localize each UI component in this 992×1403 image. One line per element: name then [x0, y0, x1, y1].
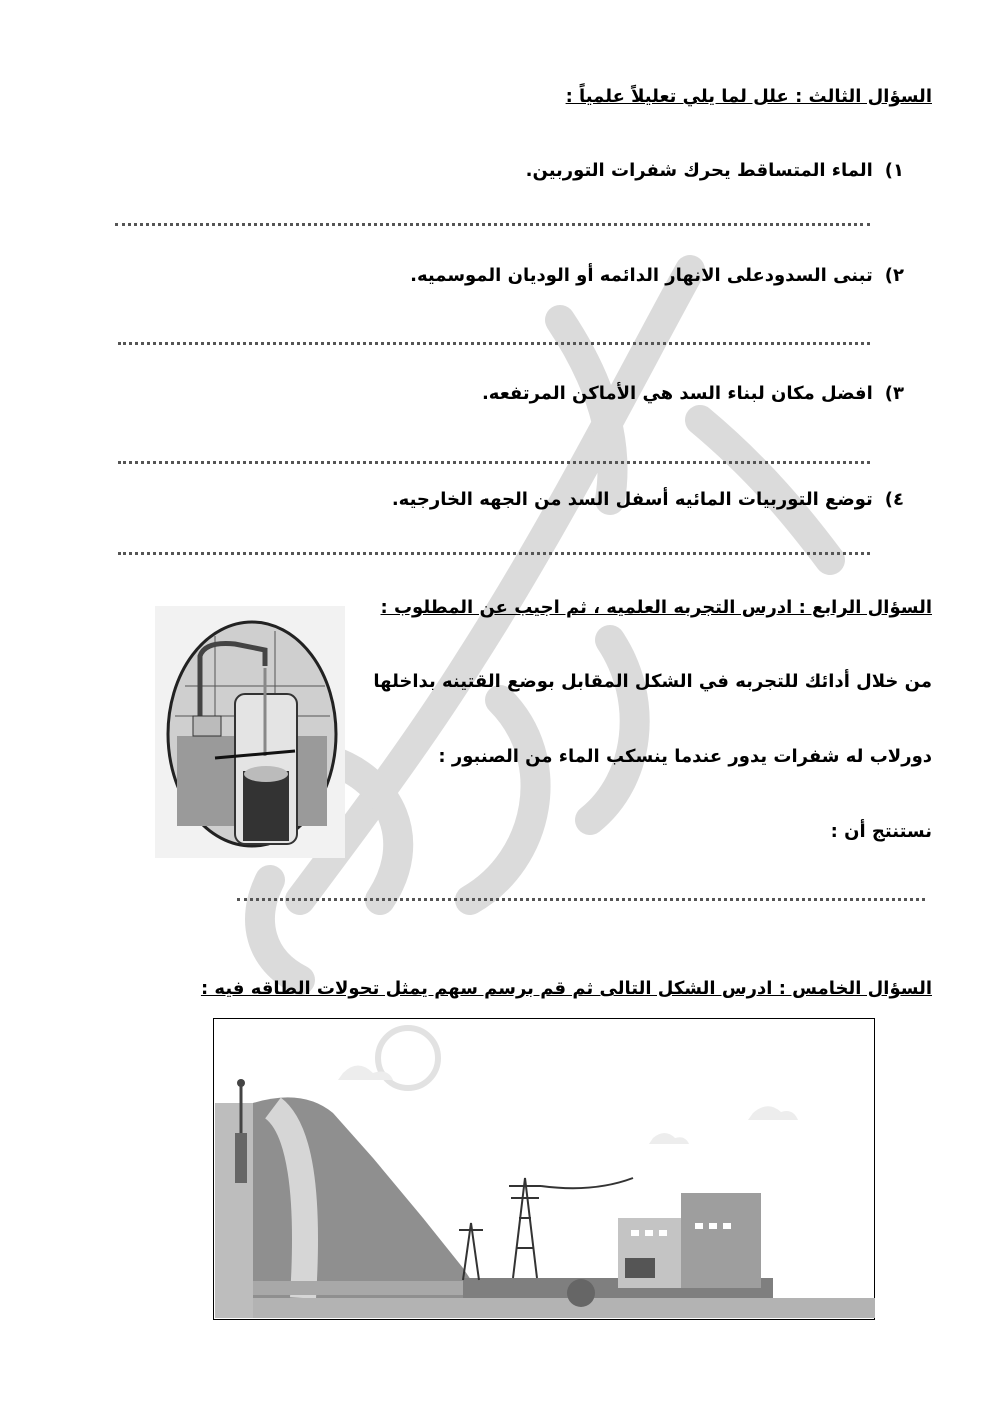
answer-line-3[interactable] [118, 461, 870, 464]
answer-line-5[interactable] [237, 898, 925, 901]
answer-line-1[interactable] [115, 223, 870, 226]
item-number: ٤) [884, 489, 904, 510]
item-number: ٢) [884, 265, 904, 286]
question-3-item-2 [410, 265, 904, 286]
question-3-item-1 [526, 160, 904, 181]
answer-line-4[interactable] [118, 552, 870, 555]
question-3-item-3 [482, 383, 904, 404]
item-text: تبنى السدودعلى الانهار الدائمه أو الوديان الموسميه. [410, 265, 873, 286]
item-text: الماء المتساقط يحرك شفرات التوربين. [525, 160, 873, 181]
item-text: افضل مكان لبناء السد هي الأماكن المرتفعه. [481, 383, 873, 404]
item-number: ١) [884, 160, 904, 181]
item-text: توضع التوربيات المائيه أسفل السد من الجهه الخارجيه. [391, 489, 873, 510]
question-3-item-4 [392, 489, 904, 510]
question-4-heading: السؤال الرابع : ادرس التجربه العلميه ، ثم اجيب عن المطلوب : [380, 597, 932, 618]
question-5-heading: السؤال الخامس : ادرس الشكل التالى ثم قم برسم سهم يمثل تحولات الطاقه فيه : [200, 978, 932, 999]
hydro-power-figure [213, 1018, 875, 1320]
answer-line-2[interactable] [118, 342, 870, 345]
question-3-heading: السؤال الثالث : علل لما يلي تعليلاً علمياً : [565, 86, 932, 107]
question-4-line-2: دورلاب له شفرات يدور عندما ينسكب الماء من الصنبور : [438, 746, 932, 767]
item-number: ٣) [884, 383, 904, 404]
question-4-line-1: من خلال أدائك للتجربه في الشكل المقابل بوضع القتينه بداخلها [373, 671, 932, 692]
question-4-line-3: نستنتج أن : [830, 821, 932, 842]
experiment-figure [155, 606, 345, 858]
